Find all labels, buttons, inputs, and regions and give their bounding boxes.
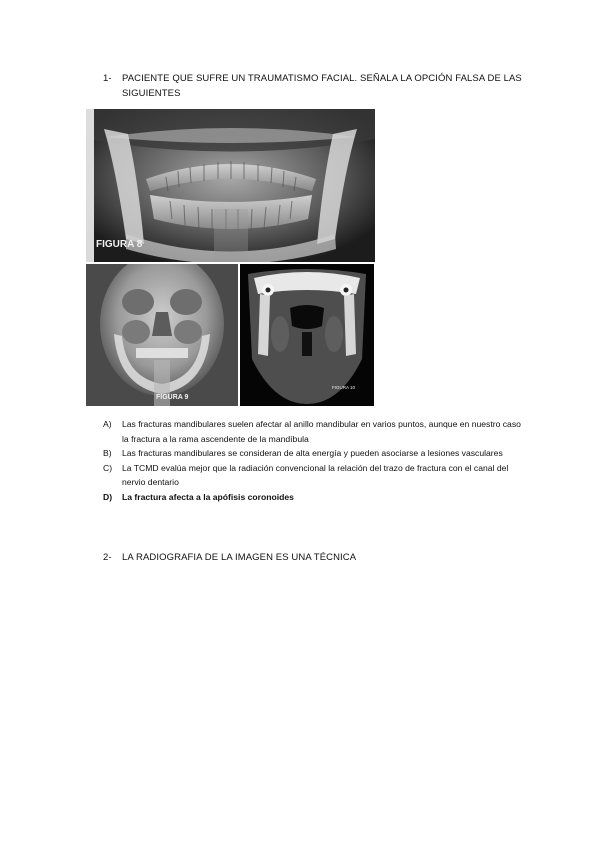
question-number: 2- <box>103 552 112 563</box>
panoramic-xray-image <box>86 109 375 262</box>
option-text: Las fracturas mandibulares suelen afectar al anillo mandibular en varios puntos, aunque en nuestro caso la fractura a la rama ascendente de la mandíbula <box>122 419 521 444</box>
question-text: PACIENTE QUE SUFRE UN TRAUMATISMO FACIAL. SEÑALA LA OPCIÓN FALSA DE LAS SIGUIENTES <box>122 73 522 99</box>
option-c[interactable] <box>103 461 523 490</box>
option-a[interactable] <box>103 417 523 446</box>
answer-options <box>103 417 523 504</box>
figure-10-label: FIGURA 10 <box>332 385 356 390</box>
frontal-skull-xray-image <box>86 264 238 406</box>
option-letter: C) <box>103 462 113 473</box>
question-2 <box>103 550 543 566</box>
option-letter: D) <box>103 491 113 502</box>
option-text: La TCMD evalúa mejor que la radiación convencional la relación del trazo de fractura con el canal del nervio dentario <box>122 462 509 487</box>
question-number: 1- <box>103 73 112 84</box>
option-d[interactable] <box>103 490 523 505</box>
option-b[interactable] <box>103 446 523 461</box>
figure-8-label: FIGURA 8 <box>96 239 143 250</box>
question-text: LA RADIOGRAFIA DE LA IMAGEN ES UNA TÉCNICA <box>122 552 357 563</box>
question-1 <box>103 71 543 103</box>
option-text: La fractura afecta a la apófisis coronoides <box>122 491 294 502</box>
option-text: Las fracturas mandibulares se consideran de alta energía y pueden asociarse a lesiones vasculares <box>122 448 503 458</box>
coronal-ct-image <box>240 264 374 406</box>
figure-9-label: FIGURA 9 <box>156 394 189 401</box>
option-letter: A) <box>103 419 112 429</box>
frontal-skull-xray-graphic <box>86 264 238 406</box>
option-letter: B) <box>103 448 112 458</box>
